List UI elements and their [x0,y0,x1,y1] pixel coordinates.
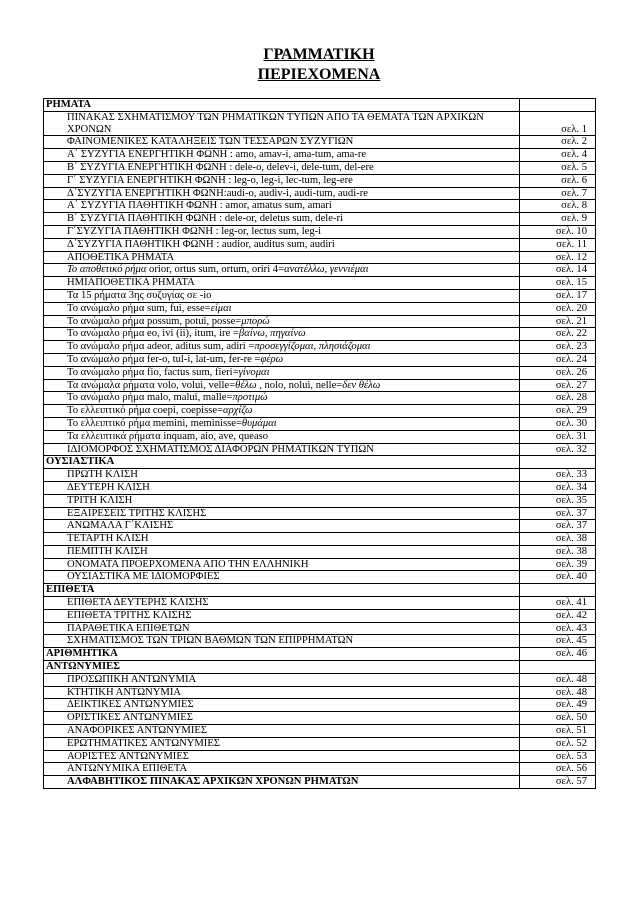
toc-entry-row [44,213,596,226]
document-subtitle: ΠΕΡΙΕΧΟΜΕΝΑ [257,66,381,83]
toc-entry-row [44,392,596,405]
entry-title-part: Το ανώμαλο ρήμα sum, fui, esse= [67,302,211,314]
toc-entry-row [44,673,596,686]
toc-section-row [44,648,596,661]
entry-title: ΗΜΙΑΠΟΘΕΤΙΚΑ ΡΗΜΑΤΑ [44,277,520,290]
entry-title-italic-part: είμαι [210,302,232,314]
section-heading: ΟΥΣΙΑΣΤΙΚΑ [44,456,520,469]
entry-title: ΟΥΣΙΑΣΤΙΚΑ ΜΕ ΙΔΙΟΜΟΡΦΙΕΣ [44,571,520,584]
toc-entry-row [44,533,596,546]
entry-title-part: Τα ανώμαλα ρήματα volo, volui, velle= [67,379,236,391]
entry-title: ΠΡΩΤΗ ΚΛΙΣΗ [44,469,520,482]
toc-entry-row [44,494,596,507]
toc-entry-row [44,328,596,341]
page-number: σελ. 56 [520,763,596,776]
page-number: σελ. 38 [520,533,596,546]
page-number: σελ. 42 [520,609,596,622]
page-number: σελ. 48 [520,673,596,686]
entry-title-italic-part: δεν θέλω [342,379,381,391]
page-number: σελ. 4 [520,149,596,162]
toc-entry-row [44,712,596,725]
page-number: σελ. 22 [520,328,596,341]
section-heading: ΕΠΙΘΕΤΑ [44,584,520,597]
page-number: σελ. 51 [520,725,596,738]
page-number: σελ. 37 [520,520,596,533]
toc-entry-row [44,763,596,776]
toc-entry-row [44,545,596,558]
page-number: σελ. 35 [520,494,596,507]
entry-title: ΦΑΙΝΟΜΕΝΙΚΕΣ ΚΑΤΑΛΗΞΕΙΣ ΤΩΝ ΤΕΣΣΑΡΩΝ ΣΥΖΥΓΙΩΝ [44,136,520,149]
page-number [520,584,596,597]
page-number: σελ. 48 [520,686,596,699]
entry-title: ΑΛΦΑΒΗΤΙΚΟΣ ΠΙΝΑΚΑΣ ΑΡΧΙΚΩΝ ΧΡΟΝΩΝ ΡΗΜΑΤΩΝ [44,776,520,789]
page-number: σελ. 12 [520,251,596,264]
entry-title: Α΄ ΣΥΖΥΓΙΑ ΠΑΘΗΤΙΚΗ ΦΩΝΗ : amor, amatus sum, amari [44,200,520,213]
toc-entry-row [44,597,596,610]
page-number: σελ. 41 [520,597,596,610]
entry-title [44,264,520,277]
entry-title-part: orior, ortus sum, ortum, oriri 4= [146,264,285,276]
entry-title: ΟΝΟΜΑΤΑ ΠΡΟΕΡΧΟΜΕΝΑ ΑΠΟ ΤΗΝ ΕΛΛΗΝΙΚΗ [44,558,520,571]
toc-entry-row [44,341,596,354]
entry-title: Γ΄ΣΥΖΥΓΙΑ ΠΑΘΗΤΙΚΗ ΦΩΝΗ : leg-or, lectus sum, leg-i [44,225,520,238]
toc-entry-row [44,443,596,456]
entry-title: ΔΕΙΚΤΙΚΕΣ ΑΝΤΩΝΥΜΙΕΣ [44,699,520,712]
toc-section-row [44,99,596,112]
table-of-contents [43,98,596,789]
toc-entry-row [44,609,596,622]
entry-title-part: Το ανώμαλο ρήμα fio, factus sum, fieri= [67,366,239,378]
page-number: σελ. 30 [520,417,596,430]
toc-entry-row [44,289,596,302]
page-number: σελ. 34 [520,481,596,494]
toc-entry-row [44,776,596,789]
toc-entry-row [44,750,596,763]
toc-entry-row [44,302,596,315]
entry-title [44,417,520,430]
entry-title: ΤΕΤΑΡΤΗ ΚΛΙΣΗ [44,533,520,546]
page-number: σελ. 27 [520,379,596,392]
entry-title-italic-part: φέρω [260,353,284,365]
entry-title: ΑΟΡΙΣΤΕΣ ΑΝΤΩΝΥΜΙΕΣ [44,750,520,763]
entry-title: Δ΄ΣΥΖΥΓΙΑ ΠΑΘΗΤΙΚΗ ΦΩΝΗ : audior, auditus sum, audiri [44,238,520,251]
entry-title: ΠΕΜΠΤΗ ΚΛΙΣΗ [44,545,520,558]
entry-title-part: Το ανώμαλο ρήμα fer-o, tul-i, lat-um, fer-re = [67,353,261,365]
toc-entry-row [44,699,596,712]
entry-title-italic-part: θέλω [235,379,257,391]
page-number [520,99,596,112]
entry-title: ΔΕΥΤΕΡΗ ΚΛΙΣΗ [44,481,520,494]
toc-entry-row [44,225,596,238]
entry-title: ΕΞΑΙΡΕΣΕΙΣ ΤΡΙΤΗΣ ΚΛΙΣΗΣ [44,507,520,520]
page-number: σελ. 7 [520,187,596,200]
toc-entry-row [44,725,596,738]
toc-entry-row [44,136,596,149]
page-number: σελ. 40 [520,571,596,584]
toc-entry-row [44,353,596,366]
entry-title: Τα ελλειπτικά ρήματα inquam, aio, ave, queaso [44,430,520,443]
entry-title-italic-part: βαίνω, πηγαίνω [238,328,306,340]
entry-title-part: Το ελλειπτικό ρήμα coepi, coepisse= [67,405,224,417]
entry-title-italic-part: ανατέλλω, γεννιέμαι [284,264,369,276]
page-number: σελ. 33 [520,469,596,482]
entry-title: ΑΠΟΘΕΤΙΚΑ ΡΗΜΑΤΑ [44,251,520,264]
entry-title: Γ΄ ΣΥΖΥΓΙΑ ΕΝΕΡΓΗΤΙΚΗ ΦΩΝΗ : leg-o, leg-i, lec-tum, leg-ere [44,174,520,187]
page-number: σελ. 32 [520,443,596,456]
toc-entry-row [44,481,596,494]
page-number: σελ. 6 [520,174,596,187]
entry-title-italic-part: προτιμώ [232,392,268,404]
page-number: σελ. 45 [520,635,596,648]
toc-entry-row [44,686,596,699]
toc-entry-row [44,277,596,290]
entry-title-italic-part: μπορώ [241,315,270,327]
document-title: ΓΡΑΜΜΑΤΙΚΗ [263,46,375,63]
toc-entry-row [44,622,596,635]
page-number: σελ. 2 [520,136,596,149]
page-number: σελ. 43 [520,622,596,635]
entry-title: ΕΡΩΤΗΜΑΤΙΚΕΣ ΑΝΤΩΝΥΜΙΕΣ [44,737,520,750]
section-heading: ΡΗΜΑΤΑ [44,99,520,112]
page-number: σελ. 50 [520,712,596,725]
toc-entry-row [44,405,596,418]
toc-entry-row [44,507,596,520]
toc-entry-row [44,635,596,648]
toc-entry-row [44,161,596,174]
entry-title: ΙΔΙΟΜΟΡΦΟΣ ΣΧΗΜΑΤΙΣΜΟΣ ΔΙΑΦΟΡΩΝ ΡΗΜΑΤΙΚΩΝ ΤΥΠΩΝ [44,443,520,456]
entry-title-part: Το ανώμαλο ρήμα adeor, aditus sum, adiri = [67,341,255,353]
toc-entry-row [44,315,596,328]
entry-title: Α΄ ΣΥΖΥΓΙΑ ΕΝΕΡΓΗΤΙΚΗ ΦΩΝΗ : amo, amav-i, ama-tum, ama-re [44,149,520,162]
entry-title [44,315,520,328]
page-number [520,661,596,674]
toc-entry-row [44,187,596,200]
page-number: σελ. 17 [520,289,596,302]
entry-title [44,328,520,341]
page-number: σελ. 53 [520,750,596,763]
entry-title [44,379,520,392]
page-number: σελ. 57 [520,776,596,789]
toc-entry-row [44,251,596,264]
entry-title: ΤΡΙΤΗ ΚΛΙΣΗ [44,494,520,507]
toc-entry-row [44,264,596,277]
toc-entry-row [44,417,596,430]
toc-section-row [44,456,596,469]
page-number: σελ. 20 [520,302,596,315]
page-number [520,456,596,469]
section-heading: ΑΝΤΩΝΥΜΙΕΣ [44,661,520,674]
toc-entry-row [44,174,596,187]
entry-title: ΠΙΝΑΚΑΣ ΣΧΗΜΑΤΙΣΜΟΥ ΤΩΝ ΡΗΜΑΤΙΚΩΝ ΤΥΠΩΝ ΑΠΟ ΤΑ ΘΕΜΑΤΑ ΤΩΝ ΑΡΧΙΚΩΝ ΧΡΟΝΩΝ [44,111,520,136]
page-number: σελ. 46 [520,648,596,661]
page-number: σελ. 37 [520,507,596,520]
entry-title: ΕΠΙΘΕΤΑ ΤΡΙΤΗΣ ΚΛΙΣΗΣ [44,609,520,622]
entry-title-italic-part: αρχίζω [223,405,253,417]
page-number: σελ. 1 [520,111,596,136]
page-number: σελ. 15 [520,277,596,290]
toc-entry-row [44,520,596,533]
entry-title: ΑΝΩΜΑΛΑ Γ΄ΚΛΙΣΗΣ [44,520,520,533]
entry-title: ΚΤΗΤΙΚΗ ΑΝΤΩΝΥΜΙΑ [44,686,520,699]
toc-entry-row [44,200,596,213]
page-number: σελ. 14 [520,264,596,277]
toc-entry-row [44,571,596,584]
page-number: σελ. 26 [520,366,596,379]
page-number: σελ. 24 [520,353,596,366]
page-number: σελ. 52 [520,737,596,750]
entry-title: Δ΄ΣΥΖΥΓΙΑ ΕΝΕΡΓΗΤΙΚΗ ΦΩΝΗ:audi-o, audiv-i, audi-tum, audi-re [44,187,520,200]
toc-body [44,99,596,789]
entry-title [44,353,520,366]
page-number: σελ. 5 [520,161,596,174]
page-number: σελ. 9 [520,213,596,226]
entry-title: ΑΝΑΦΟΡΙΚΕΣ ΑΝΤΩΝΥΜΙΕΣ [44,725,520,738]
entry-title-italic-part: θυμάμαι [241,417,277,429]
toc-entry-row [44,379,596,392]
page-number: σελ. 31 [520,430,596,443]
entry-title: ΑΝΤΩΝΥΜΙΚΑ ΕΠΙΘΕΤΑ [44,763,520,776]
page-number: σελ. 49 [520,699,596,712]
section-heading: ΑΡΙΘΜΗΤΙΚΑ [44,648,520,661]
page-number: σελ. 39 [520,558,596,571]
toc-entry-row [44,558,596,571]
page-number: σελ. 8 [520,200,596,213]
page-number: σελ. 11 [520,238,596,251]
toc-section-row [44,661,596,674]
page-number: σελ. 10 [520,225,596,238]
entry-title-part: Το ανώμαλο ρήμα malo, malui, malle= [67,392,233,404]
page-number: σελ. 38 [520,545,596,558]
entry-title-part: Το ανώμαλο ρήμα possum, potui, posse= [67,315,242,327]
entry-title [44,405,520,418]
toc-entry-row [44,238,596,251]
entry-title-part: Το ανώμαλο ρήμα eo, ivi (ii), itum, ire = [67,328,239,340]
entry-title: ΣΧΗΜΑΤΙΣΜΟΣ ΤΩΝ ΤΡΙΩΝ ΒΑΘΜΩΝ ΤΩΝ ΕΠΙΡΡΗΜΑΤΩΝ [44,635,520,648]
entry-title [44,302,520,315]
entry-title-part: Το ελλειπτικό ρήμα memini, meminisse= [67,417,242,429]
entry-title: ΕΠΙΘΕΤΑ ΔΕΥΤΕΡΗΣ ΚΛΙΣΗΣ [44,597,520,610]
entry-title: ΠΡΟΣΩΠΙΚΗ ΑΝΤΩΝΥΜΙΑ [44,673,520,686]
page-number: σελ. 21 [520,315,596,328]
entry-title [44,392,520,405]
toc-section-row [44,584,596,597]
toc-entry-row [44,366,596,379]
entry-title: ΟΡΙΣΤΙΚΕΣ ΑΝΤΩΝΥΜΙΕΣ [44,712,520,725]
entry-title-part: , nolo, nolui, nelle= [256,379,343,391]
entry-title: Β΄ ΣΥΖΥΓΙΑ ΕΝΕΡΓΗΤΙΚΗ ΦΩΝΗ : dele-o, delev-i, dele-tum, del-ere [44,161,520,174]
entry-title [44,341,520,354]
entry-title: ΠΑΡΑΘΕΤΙΚΑ ΕΠΙΘΕΤΩΝ [44,622,520,635]
page-number: σελ. 28 [520,392,596,405]
entry-title: Τα 15 ρήματα 3ης συζυγίας σε -io [44,289,520,302]
toc-entry-row [44,111,596,136]
page-number: σελ. 23 [520,341,596,354]
toc-entry-row [44,149,596,162]
toc-entry-row [44,469,596,482]
entry-title-italic-part: Το αποθετικό ρήμα [67,264,147,276]
entry-title: Β΄ ΣΥΖΥΓΙΑ ΠΑΘΗΤΙΚΗ ΦΩΝΗ : dele-or, deletus sum, dele-ri [44,213,520,226]
page-number: σελ. 29 [520,405,596,418]
toc-entry-row [44,430,596,443]
entry-title-italic-part: προσεγγίζομαι, πλησιάζομαι [254,341,371,353]
entry-title [44,366,520,379]
entry-title-italic-part: γίνομαι [238,366,270,378]
toc-entry-row [44,737,596,750]
